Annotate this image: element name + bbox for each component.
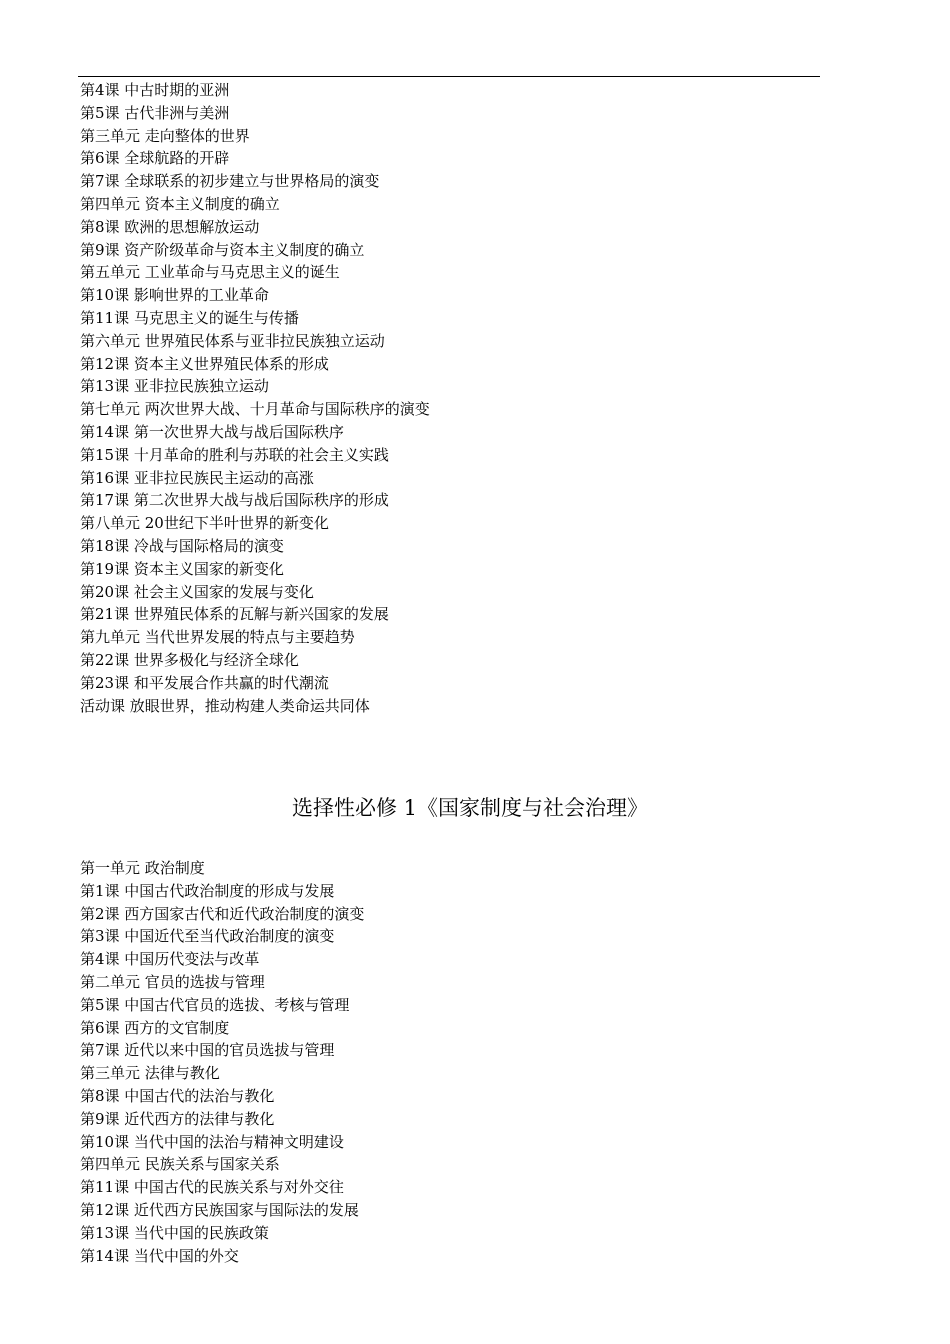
toc-lesson-item: 第20课 社会主义国家的发展与变化: [80, 582, 314, 601]
toc-lesson-item: 第17课 第二次世界大战与战后国际秩序的形成: [80, 491, 389, 510]
toc-lesson-item: 第15课 十月革命的胜利与苏联的社会主义实践: [80, 445, 389, 464]
toc-lesson-item: 第9课 资产阶级革命与资本主义制度的确立: [80, 240, 365, 259]
toc-lesson-item: 第21课 世界殖民体系的瓦解与新兴国家的发展: [80, 605, 389, 624]
toc-lesson-item: 第4课 中古时期的亚洲: [80, 81, 230, 99]
toc-unit-heading: 第九单元 当代世界发展的特点与主要趋势: [80, 628, 355, 647]
toc-lesson-item: 第10课 当代中国的法治与精神文明建设: [80, 1132, 344, 1151]
toc-lesson-item: 第23课 和平发展合作共赢的时代潮流: [80, 673, 329, 692]
toc-unit-heading: 第四单元 资本主义制度的确立: [80, 194, 280, 213]
toc-lesson-item: 第13课 当代中国的民族政策: [80, 1223, 269, 1242]
toc-unit-heading: 第三单元 走向整体的世界: [80, 126, 250, 145]
toc-unit-heading: 第一单元 政治制度: [80, 859, 205, 877]
toc-lesson-item: 第10课 影响世界的工业革命: [80, 286, 269, 305]
toc-unit-heading: 第五单元 工业革命与马克思主义的诞生: [80, 263, 340, 282]
toc-lesson-item: 第6课 全球航路的开辟: [80, 149, 230, 168]
toc-lesson-item: 第16课 亚非拉民族民主运动的高涨: [80, 468, 314, 487]
toc-lesson-item: 第14课 第一次世界大战与战后国际秩序: [80, 422, 344, 441]
toc-lesson-item: 第18课 冷战与国际格局的演变: [80, 536, 284, 555]
toc-lesson-item: 第11课 中国古代的民族关系与对外交往: [80, 1178, 344, 1197]
toc-lesson-item: 第6课 西方的文官制度: [80, 1018, 230, 1037]
toc-lesson-item: 第4课 中国历代变法与改革: [80, 950, 260, 969]
toc-lesson-item: 第5课 中国古代官员的选拔、考核与管理: [80, 995, 350, 1014]
toc-lesson-item: 第14课 当代中国的外交: [80, 1246, 239, 1265]
toc-unit-heading: 第二单元 官员的选拔与管理: [80, 972, 265, 991]
toc-lesson-item: 第3课 中国近代至当代政治制度的演变: [80, 927, 335, 946]
toc-list-continued: [80, 79, 430, 717]
toc-lesson-item: 第1课 中国古代政治制度的形成与发展: [80, 881, 335, 900]
toc-lesson-item: 第12课 资本主义世界殖民体系的形成: [80, 354, 329, 373]
toc-list-elective-1: [80, 857, 364, 1267]
toc-lesson-item: 第2课 西方国家古代和近代政治制度的演变: [80, 904, 365, 923]
toc-lesson-item: 第5课 古代非洲与美洲: [80, 103, 230, 122]
toc-lesson-item: 第12课 近代西方民族国家与国际法的发展: [80, 1200, 359, 1219]
toc-lesson-item: 第8课 中国古代的法治与教化: [80, 1086, 275, 1105]
toc-unit-heading: 第四单元 民族关系与国家关系: [80, 1155, 280, 1174]
toc-lesson-item: 第22课 世界多极化与经济全球化: [80, 650, 299, 669]
toc-lesson-item: 第8课 欧洲的思想解放运动: [80, 217, 260, 236]
toc-unit-heading: 第八单元 20世纪下半叶世界的新变化: [80, 514, 329, 533]
toc-lesson-item: 第13课 亚非拉民族独立运动: [80, 377, 269, 396]
section-title: 选择性必修 1《国家制度与社会治理》: [291, 796, 649, 820]
toc-lesson-item: 第19课 资本主义国家的新变化: [80, 559, 284, 578]
header-rule: [78, 76, 820, 77]
toc-unit-heading: 第七单元 两次世界大战、十月革命与国际秩序的演变: [80, 400, 430, 419]
toc-lesson-item: 第9课 近代西方的法律与教化: [80, 1109, 275, 1128]
toc-lesson-item: 第11课 马克思主义的诞生与传播: [80, 308, 299, 327]
toc-lesson-item: 第7课 近代以来中国的官员选拔与管理: [80, 1041, 335, 1060]
toc-lesson-item: 第7课 全球联系的初步建立与世界格局的演变: [80, 172, 380, 191]
toc-lesson-item: 活动课 放眼世界，推动构建人类命运共同体: [80, 696, 370, 715]
toc-unit-heading: 第三单元 法律与教化: [80, 1064, 220, 1083]
toc-unit-heading: 第六单元 世界殖民体系与亚非拉民族独立运动: [80, 331, 385, 350]
